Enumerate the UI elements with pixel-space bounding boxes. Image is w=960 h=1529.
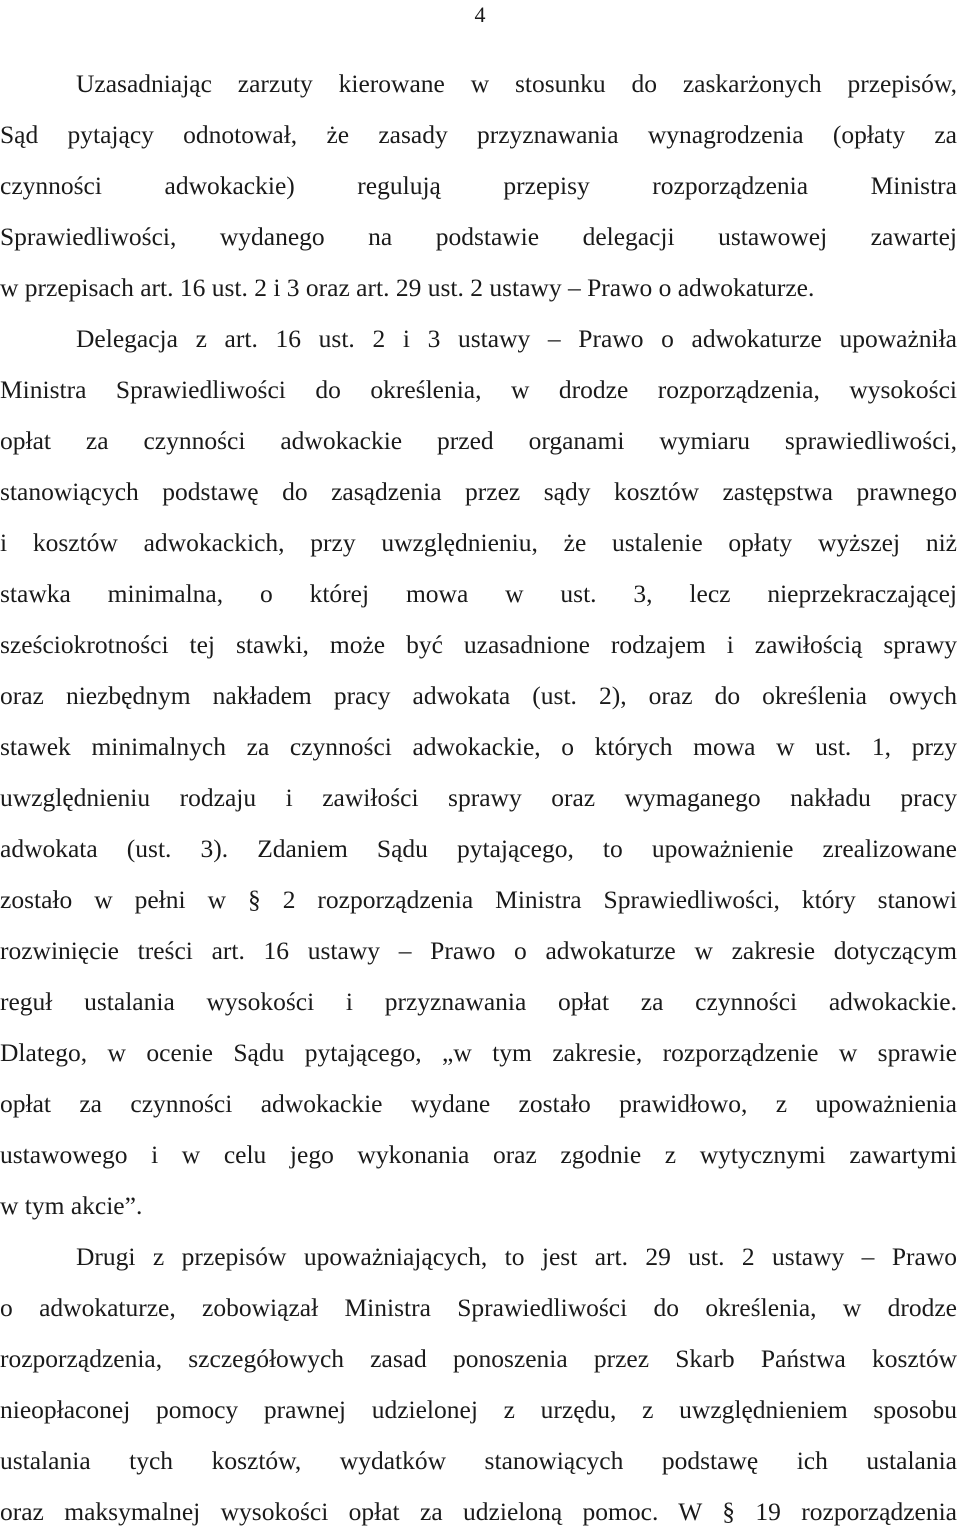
text-line: reguł ustalania wysokości i przyznawania opłat za czynności adwokackie. bbox=[0, 987, 957, 1016]
text-line: Drugi z przepisów upoważniających, to jest art. 29 ust. 2 ustawy ‒ Prawo bbox=[76, 1242, 957, 1271]
text-line: Delegacja z art. 16 ust. 2 i 3 ustawy ‒ Prawo o adwokaturze upoważniła bbox=[76, 324, 957, 353]
text-line: w tym akcie”. bbox=[0, 1191, 143, 1220]
text-line: opłat za czynności adwokackie wydane zostało prawidłowo, z upoważnienia bbox=[0, 1089, 957, 1118]
text-line: stawek minimalnych za czynności adwokackie, o których mowa w ust. 1, przy bbox=[0, 732, 957, 761]
text-line: zostało w pełni w § 2 rozporządzenia Ministra Sprawiedliwości, który stanowi bbox=[0, 885, 957, 914]
text-line: adwokata (ust. 3). Zdaniem Sądu pytającego, to upoważnienie zrealizowane bbox=[0, 834, 957, 863]
text-line: Sprawiedliwości, wydanego na podstawie delegacji ustawowej zawartej bbox=[0, 222, 957, 251]
text-line: czynności adwokackie) regulują przepisy rozporządzenia Ministra bbox=[0, 171, 957, 200]
text-line: Sąd pytający odnotował, że zasady przyznawania wynagrodzenia (opłaty za bbox=[0, 120, 957, 149]
text-line: w przepisach art. 16 ust. 2 i 3 oraz art. 29 ust. 2 ustawy ‒ Prawo o adwokaturze. bbox=[0, 273, 815, 302]
text-line: uwzględnieniu rodzaju i zawiłości sprawy oraz wymaganego nakładu pracy bbox=[0, 783, 957, 812]
text-line: ustalania tych kosztów, wydatków stanowiących podstawę ich ustalania bbox=[0, 1446, 957, 1475]
text-line: stanowiących podstawę do zasądzenia przez sądy kosztów zastępstwa prawnego bbox=[0, 477, 957, 506]
text-line: stawka minimalna, o której mowa w ust. 3, lecz nieprzekraczającej bbox=[0, 579, 957, 608]
text-line: Uzasadniając zarzuty kierowane w stosunku do zaskarżonych przepisów, bbox=[76, 69, 957, 98]
text-line: oraz maksymalnej wysokości opłat za udzieloną pomoc. W § 19 rozporządzenia bbox=[0, 1497, 957, 1526]
text-line: ustawowego i w celu jego wykonania oraz zgodnie z wytycznymi zawartymi bbox=[0, 1140, 957, 1169]
page-number: 4 bbox=[474, 2, 486, 27]
text-line: sześciokrotności tej stawki, może być uzasadnione rodzajem i zawiłością sprawy bbox=[0, 630, 957, 659]
text-line: oraz niezbędnym nakładem pracy adwokata (ust. 2), oraz do określenia owych bbox=[0, 681, 957, 710]
text-line: opłat za czynności adwokackie przed organami wymiaru sprawiedliwości, bbox=[0, 426, 957, 455]
text-line: rozporządzenia, szczegółowych zasad ponoszenia przez Skarb Państwa kosztów bbox=[0, 1344, 957, 1373]
text-line: Ministra Sprawiedliwości do określenia, w drodze rozporządzenia, wysokości bbox=[0, 375, 957, 404]
text-line: i kosztów adwokackich, przy uwzględnieniu, że ustalenie opłaty wyższej niż bbox=[0, 528, 957, 557]
text-line: o adwokaturze, zobowiązał Ministra Sprawiedliwości do określenia, w drodze bbox=[0, 1293, 957, 1322]
text-line: rozwinięcie treści art. 16 ustawy ‒ Prawo o adwokaturze w zakresie dotyczącym bbox=[0, 936, 957, 965]
text-line: nieopłaconej pomocy prawnej udzielonej z urzędu, z uwzględnieniem sposobu bbox=[0, 1395, 957, 1424]
text-line: Dlatego, w ocenie Sądu pytającego, „w tym zakresie, rozporządzenie w sprawie bbox=[0, 1038, 957, 1067]
